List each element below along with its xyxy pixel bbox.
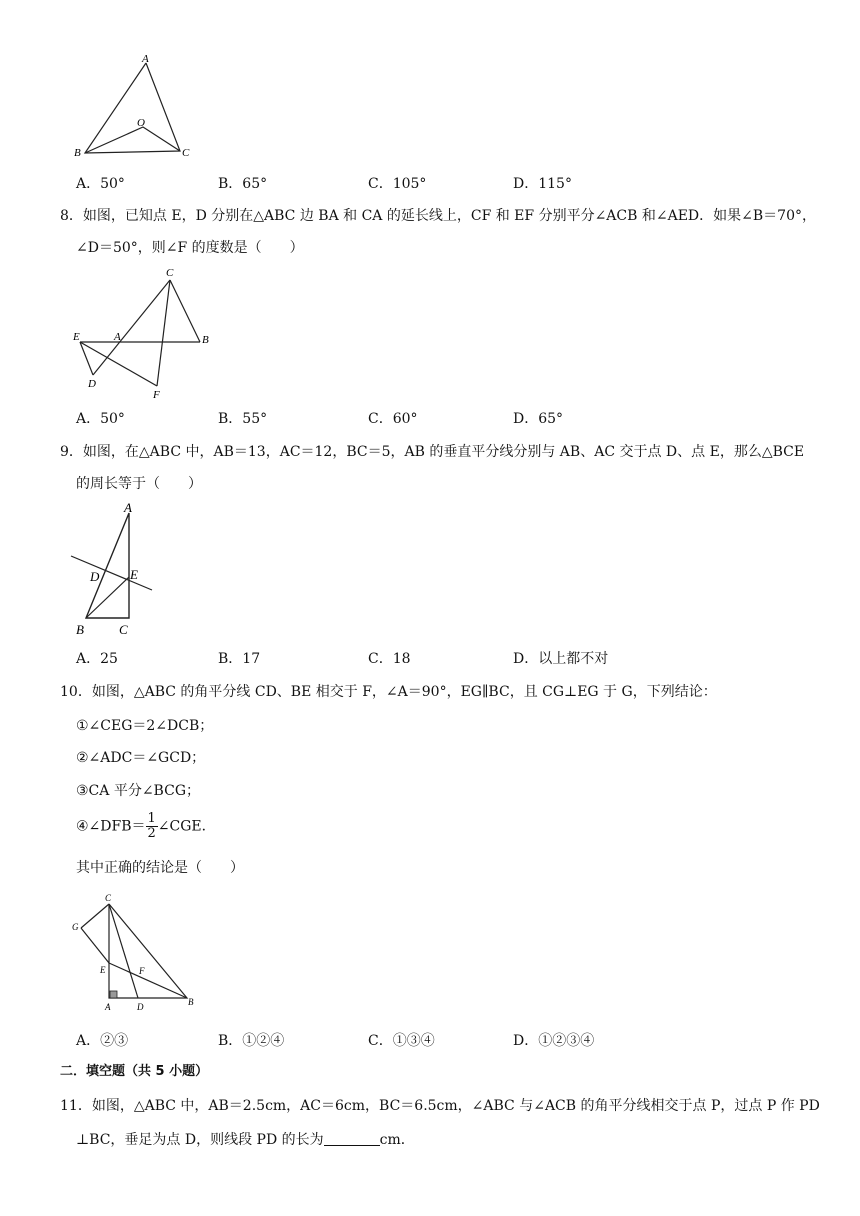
q10-right-angle-mark <box>110 991 117 998</box>
q7-label-b: B <box>74 147 81 159</box>
q10-conclusion-4 <box>76 812 216 841</box>
q8-option-c[interactable]: C．60° <box>368 411 418 427</box>
q10-stem: 10．如图，△ABC 的角平分线 CD、BE 相交于 F，∠A＝90°，EG∥BC，且 CG⊥EG 于 G，下列结论： <box>60 684 717 700</box>
q10-conclusion-3: ③CA 平分∠BCG； <box>76 783 200 799</box>
q10-option-a[interactable]: A．②③ <box>76 1033 129 1049</box>
q9-label-a: A <box>124 500 132 515</box>
q8-seg-ed <box>80 342 93 375</box>
q9-label-d: D <box>90 569 100 584</box>
q9-perp-bisector <box>71 556 152 590</box>
q10-seg-cg <box>81 904 109 928</box>
q10-c4-fraction <box>146 812 158 841</box>
q10-option-c[interactable]: C．①③④ <box>368 1033 435 1049</box>
q10-label-b: B <box>188 997 194 1007</box>
q10-prompt: 其中正确的结论是（ ） <box>76 860 244 876</box>
q11-answer-blank[interactable] <box>324 1131 380 1146</box>
q10-seg-be <box>109 963 187 998</box>
q8-seg-cf <box>157 280 170 386</box>
q7-option-d[interactable]: D．115° <box>513 176 572 192</box>
q10-label-a: A <box>105 1002 111 1012</box>
q11-stem-line2 <box>76 1130 415 1150</box>
q11-line2-suffix: cm． <box>379 1132 415 1148</box>
q10-option-b[interactable]: B．①②④ <box>218 1033 285 1049</box>
q10-label-f: F <box>139 966 145 976</box>
q7-option-b[interactable]: B．65° <box>218 176 268 192</box>
q7-option-a[interactable]: A．50° <box>76 176 125 192</box>
q10-c4-suffix: ∠CGE． <box>157 818 216 835</box>
q10-figure <box>66 890 206 1014</box>
q9-option-d[interactable]: D．以上都不对 <box>513 651 609 667</box>
q7-figure <box>68 52 198 162</box>
q8-label-c: C <box>166 267 174 279</box>
q9-label-e: E <box>130 567 138 582</box>
q8-label-e: E <box>73 331 80 343</box>
q10-conclusion-1: ①∠CEG＝2∠DCB； <box>76 718 214 734</box>
q9-stem-line2: 的周长等于（ ） <box>76 476 202 492</box>
q10-conclusion-2: ②∠ADC＝∠GCD； <box>76 750 206 766</box>
q8-option-d[interactable]: D．65° <box>513 411 564 427</box>
q10-label-c: C <box>105 893 112 903</box>
q9-label-b: B <box>76 622 84 637</box>
q10-c4-numerator: 1 <box>147 811 156 826</box>
q9-option-b[interactable]: B．17 <box>218 651 261 667</box>
q8-label-d: D <box>88 378 96 390</box>
q8-seg-cd <box>93 280 170 375</box>
q8-label-f: F <box>153 389 160 401</box>
q7-label-a: A <box>142 53 149 65</box>
q8-stem-line1: 8．如图，已知点 E，D 分别在△ABC 边 BA 和 CA 的延长线上，CF 和 EF 分别平分∠ACB 和∠AED．如果∠B＝70°， <box>60 208 816 224</box>
q10-triangle <box>109 904 187 998</box>
q10-label-g: G <box>72 922 79 932</box>
q7-triangle <box>85 63 180 153</box>
section-heading-fill-in: 二．填空题（共 5 小题） <box>60 1064 209 1079</box>
q8-stem-line2: ∠D＝50°，则∠F 的度数是（ ） <box>76 240 304 256</box>
q10-option-d[interactable]: D．①②③④ <box>513 1033 595 1049</box>
q8-option-a[interactable]: A．50° <box>76 411 125 427</box>
q8-option-b[interactable]: B．55° <box>218 411 268 427</box>
q10-c4-prefix: ④∠DFB＝ <box>76 818 146 835</box>
q7-bisectors <box>85 127 180 153</box>
q10-c4-denominator: 2 <box>147 826 156 841</box>
q8-figure <box>66 262 216 402</box>
q10-label-d: D <box>137 1002 144 1012</box>
q9-stem-line1: 9．如图，在△ABC 中，AB＝13，AC＝12，BC＝5，AB 的垂直平分线分别与 AB、AC 交于点 D、点 E，那么△BCE <box>60 444 805 460</box>
q10-label-e: E <box>100 965 106 975</box>
q9-option-c[interactable]: C．18 <box>368 651 411 667</box>
q11-stem-line1: 11．如图，△ABC 中，AB＝2.5cm，AC＝6cm，BC＝6.5cm，∠ABC 与∠ACB 的角平分线相交于点 P，过点 P 作 PD <box>60 1098 820 1114</box>
q10-seg-ge <box>81 928 109 963</box>
q7-label-c: C <box>182 147 190 159</box>
q10-seg-cd <box>109 904 138 998</box>
q8-label-a: A <box>114 331 121 343</box>
q8-seg-bc <box>170 280 200 342</box>
q11-line2-prefix: ⊥BC，垂足为点 D，则线段 PD 的长为 <box>76 1132 324 1148</box>
q9-label-c: C <box>119 622 128 637</box>
q7-option-c[interactable]: C．105° <box>368 176 427 192</box>
q7-label-o: O <box>137 117 145 129</box>
q9-option-a[interactable]: A．25 <box>76 651 118 667</box>
q9-figure <box>66 498 166 640</box>
q8-label-b: B <box>202 334 209 346</box>
